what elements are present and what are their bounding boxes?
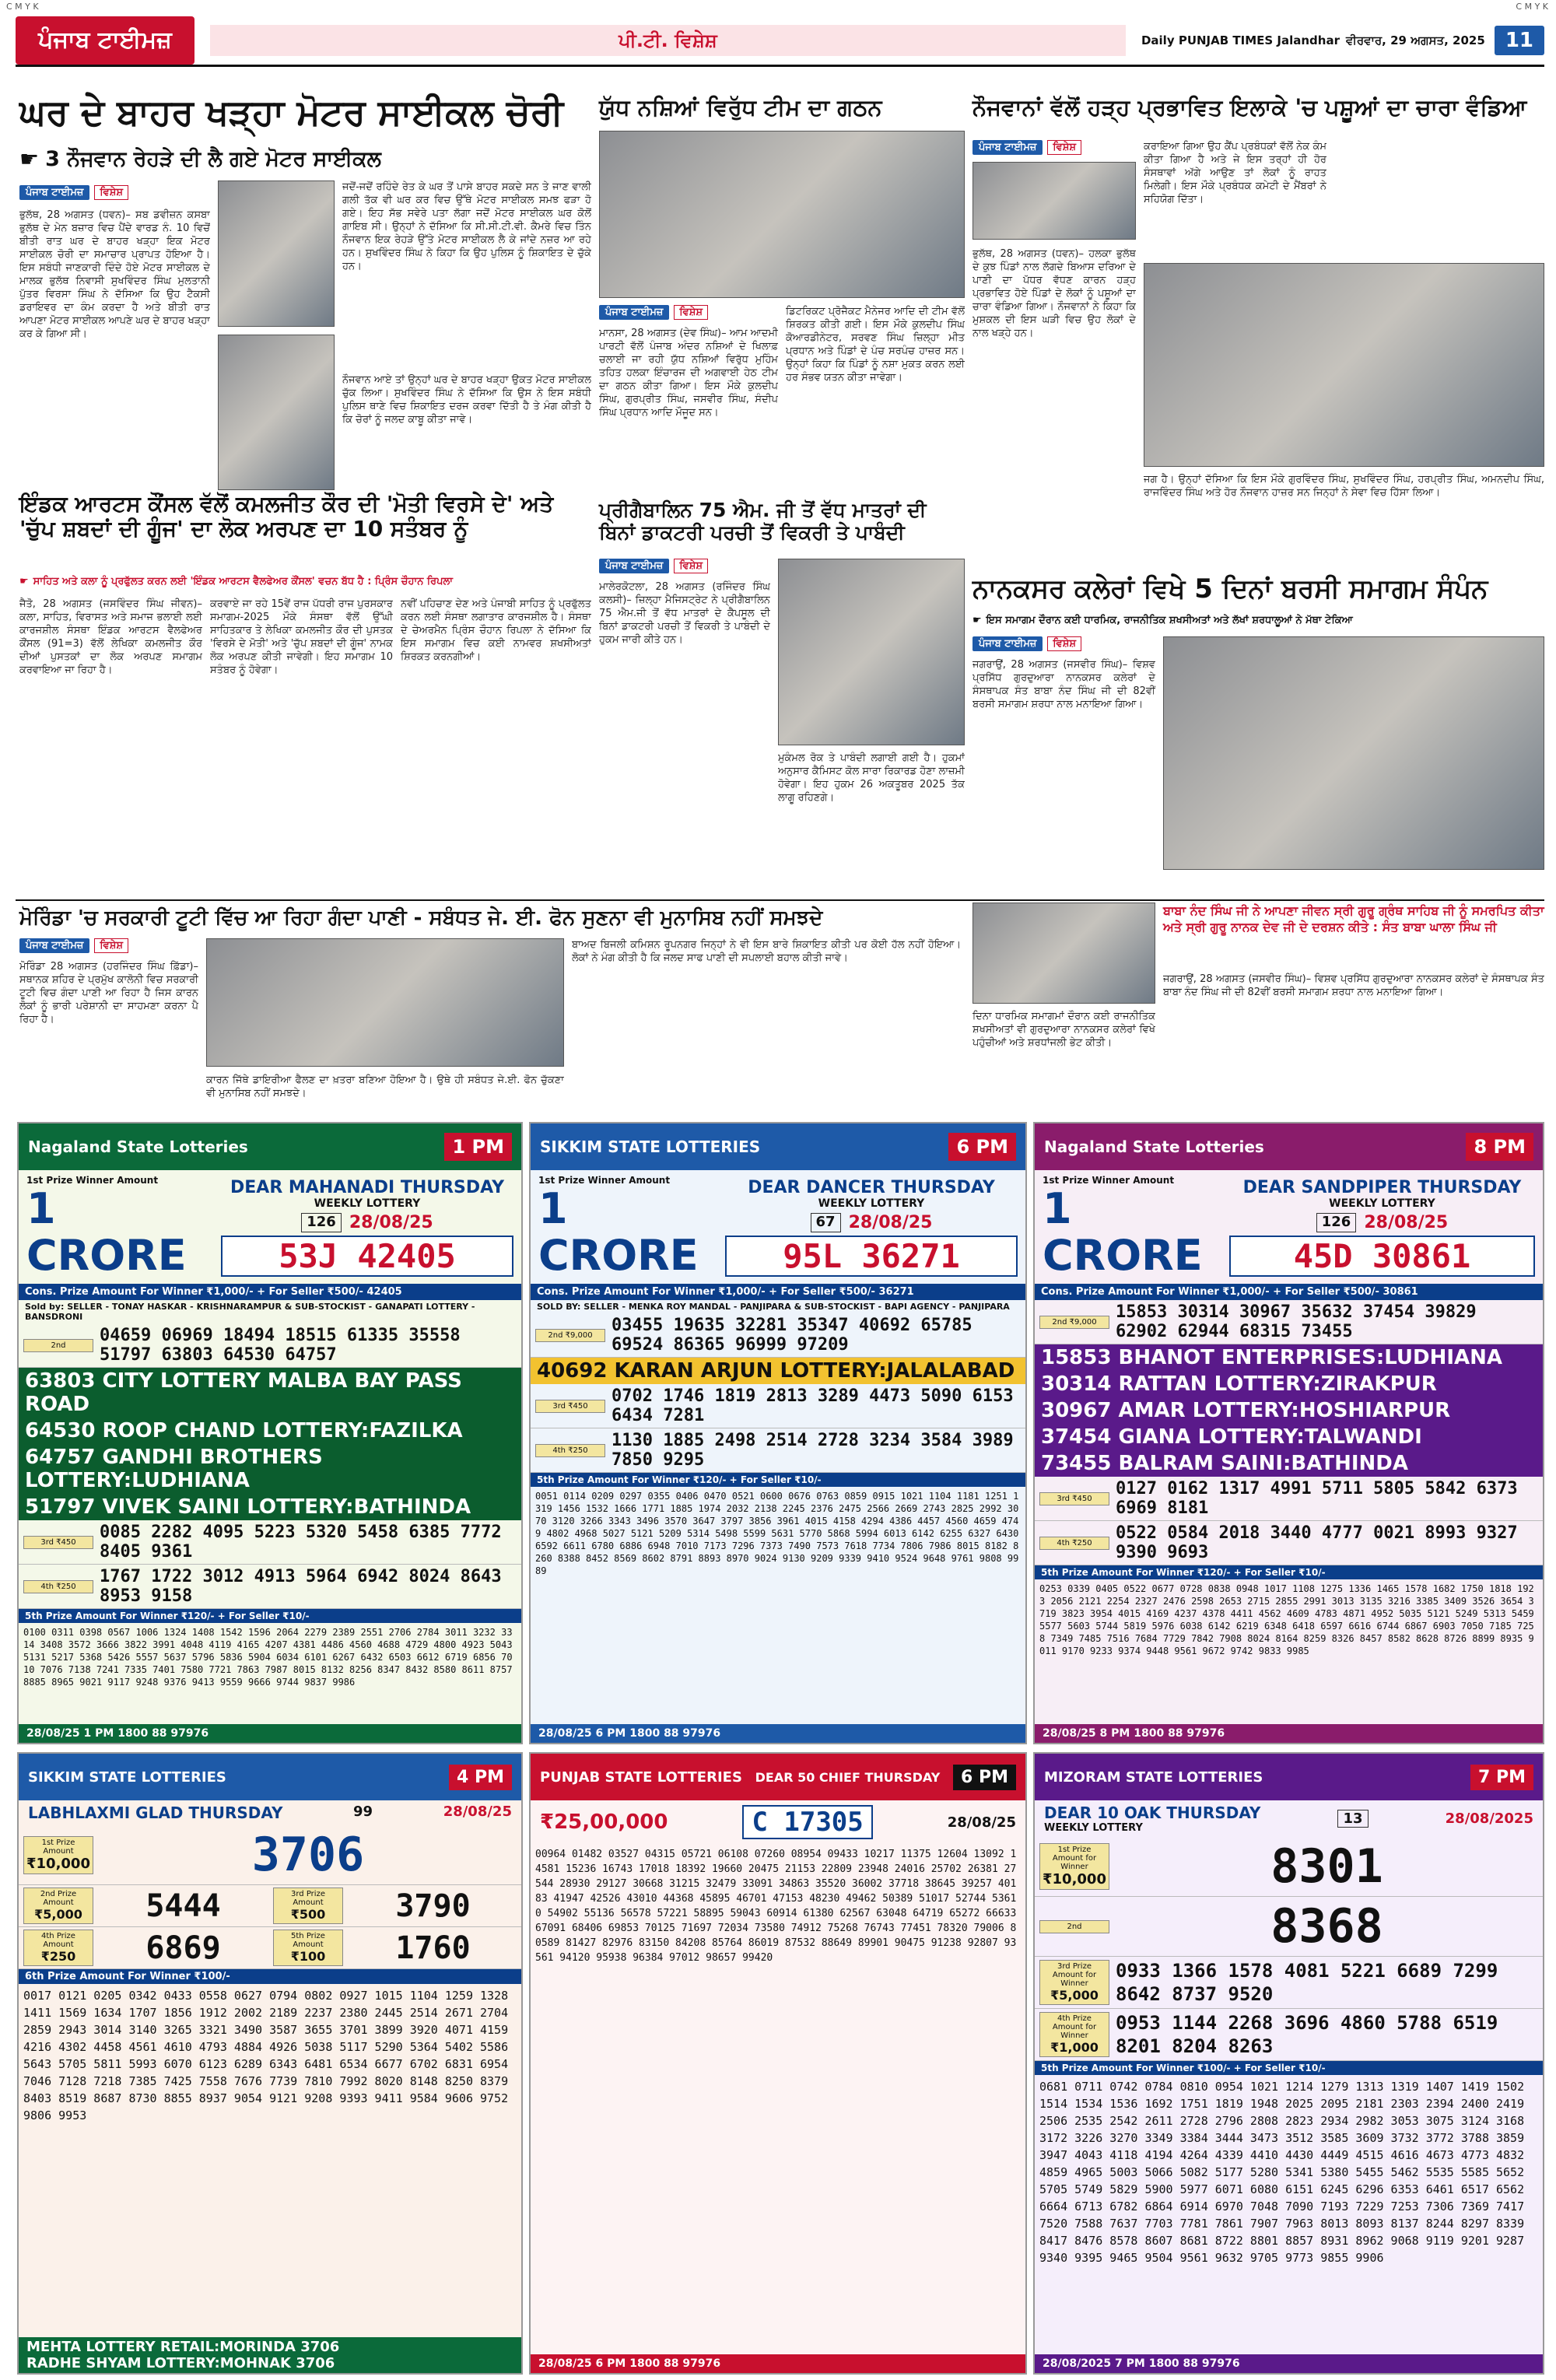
lottery-card-1pm: [17, 1122, 523, 1744]
special-chip: ਵਿਸ਼ੇਸ਼: [94, 185, 128, 200]
draw-date: 28/08/2025: [1445, 1810, 1533, 1827]
third-prize-numbers: 0127 0162 1317 4991 5711 5805 5842 6373 6969 8181: [1116, 1479, 1518, 1518]
prize-box-3rd: 3rd ₹450: [23, 1536, 93, 1549]
first-prize-number: 3706: [251, 1828, 365, 1882]
dealer-line: 37454 GIANA LOTTERY:TALWANDI: [1035, 1424, 1543, 1450]
a4-body-col3: ਜਗ ਹੈ। ਉਨ੍ਹਾਂ ਦੱਸਿਆ ਕਿ ਇਸ ਮੌਕੇ ਗੁਰਵਿੰਦਰ ਸਿੰਘ, ਸੁਖਵਿੰਦਰ ਸਿੰਘ, ਹਰਪ੍ਰੀਤ ਸਿੰਘ, ਅਮਨਦੀਪ ਸਿੰਘ, ਰਾਜਵਿੰਦਰ ਸਿੰਘ ਅਤੇ ਹੋਰ ਨੌਜਵਾਨ ਹਾਜ਼ਰ ਸਨ ਜਿਨ੍ਹਾਂ ਨੇ ਸੇਵਾ ਵਿਚ ਹਿੱਸਾ ਲਿਆ।: [1144, 474, 1544, 499]
fifth-prize-grid: 0681 0711 0742 0784 0810 0954 1021 1214 1279 1313 1319 1407 1419 1502 1514 1534 1536 1692 1751 1819 1948 2025 2095 2181 2303 2394 2400 2419 2506 2535 2542 2611 2728 2796 2808 2823 2934 2982 3053 3075 3124 3168 3172 3226 3270 3349 3384 3444 3473 3512 3585 3609 3732 3772 3788 3859 3947 4043 4118 4194 4264 4339 4410 4430 4449 4515 4616 4673 4773 4832 4859 4965 5003 5066 5082 5177 5280 5341 5380 5455 5462 5535 5585 5652 5705 5749 5829 5900 5977 6071 6080 6151 6245 6296 6353 6461 6517 6562 6664 6713 6782 6864 6914 6970 7048 7090 7193 7229 7253 7306 7369 7417 7520 7588 7637 7703 7781 7861 7907 7963 8013 8093 8137 8244 8297 8339 8417 8476 8578 8607 8681 8722 8801 8857 8931 8962 9068 9119 9201 9287 9340 9395 9465 9504 9561 9632 9705 9773 9855 9906: [1039, 2080, 1525, 2265]
lottery-header: [531, 1754, 1025, 1800]
pointing-hand-icon: ☛: [972, 615, 982, 626]
dealer-list: [1035, 1344, 1543, 1477]
logo-text: ਪੰਜਾਬ ਟਾਈਮਜ਼: [38, 26, 172, 54]
lottery-footer: 28/08/2025 7 PM 1800 88 97976: [1035, 2354, 1543, 2373]
first-prize-ticket: 45D 30861: [1229, 1236, 1535, 1277]
a1-kicker-text: 3 ਨੌਜਵਾਨ ਰੇਹੜੇ ਦੀ ਲੈ ਗਏ ਮੋਟਰ ਸਾਈਕਲ: [45, 146, 381, 171]
draw-date: 28/08/25: [349, 1212, 433, 1232]
a6-byline-chip: [972, 636, 1081, 651]
a4-body-col2: ਕਰਾਇਆ ਗਿਆ ਉਹ ਕੈਂਪ ਪ੍ਰਬੰਧਕਾਂ ਵੱਲੋਂ ਨੇਕ ਕੰਮ ਕੀਤਾ ਗਿਆ ਹੈ ਅਤੇ ਜੇ ਇਸ ਤਰ੍ਹਾਂ ਹੀ ਹੋਰ ਸੰਸਥਾਵਾਂ ਅੱਗੇ ਆਉਣ ਤਾਂ ਲੋਕਾਂ ਨੂੰ ਰਾਹਤ ਮਿਲੇਗੀ। ਇਸ ਮੌਕੇ ਪ੍ਰਬੰਧਕ ਕਮੇਟੀ ਦੇ ਮੈਂਬਰਾਂ ਨੇ ਸਹਿਯੋਗ ਦਿੱਤਾ।: [1144, 141, 1326, 205]
a2-body-col1: ਮਾਨਸਾ, 28 ਅਗਸਤ (ਦੇਵ ਸਿੰਘ)– ਆਮ ਆਦਮੀ ਪਾਰਟੀ ਵੱਲੋਂ ਪੰਜਾਬ ਅੰਦਰ ਨਸ਼ਿਆਂ ਦੇ ਖਿਲਾਫ਼ ਚਲਾਈ ਜਾ ਰਹੀ ਯੁੱਧ ਨਸ਼ਿਆਂ ਵਿਰੁੱਧ ਮੁਹਿੰਮ ਤਹਿਤ ਹਲਕਾ ਇੰਚਾਰਜ ਦੀ ਅਗਵਾਈ ਹੇਠ ਟੀਮ ਦਾ ਗਠਨ ਕੀਤਾ ਗਿਆ। ਇਸ ਮੌਕੇ ਕੁਲਦੀਪ ਸਿੰਘ, ਗੁਰਪ੍ਰੀਤ ਸਿੰਘ, ਜਸਵੀਰ ਸਿੰਘ, ਸੰਦੀਪ ਸਿੰਘ ਪ੍ਰਧਾਨ ਆਦਿ ਮੌਜੂਦ ਸਨ।: [599, 328, 778, 419]
prize-amount: ₹1,000: [1050, 2040, 1099, 2055]
prize-box-3rd: 3rd ₹450: [535, 1400, 605, 1413]
lottery-state: PUNJAB STATE LOTTERIES: [540, 1768, 742, 1786]
a5-body-col3: ਨਵੀਂ ਪਹਿਚਾਣ ਦੇਣ ਅਤੇ ਪੰਜਾਬੀ ਸਾਹਿਤ ਨੂੰ ਪ੍ਰਫੁੱਲਤ ਕਰਨ ਲਈ ਸੰਸਥਾ ਲਗਾਤਾਰ ਕਾਰਜਸ਼ੀਲ ਹੈ। ਸੰਸਥਾ ਦੇ ਚੇਅਰਮੈਨ ਪ੍ਰਿੰਸ ਚੌਹਾਨ ਰਿਪਲਾ ਨੇ ਦੱਸਿਆ ਕਿ ਇਸ ਸਮਾਗਮ ਵਿਚ ਕਈ ਨਾਮਵਰ ਸ਼ਖਸੀਅਤਾਂ ਸ਼ਿਰਕਤ ਕਰਨਗੀਆਂ।: [401, 598, 591, 663]
brand-chip: ਪੰਜਾਬ ਟਾਈਮਜ਼: [19, 185, 89, 200]
lottery-card-6pm: [529, 1122, 1027, 1744]
a1-photo-street: [218, 335, 335, 490]
a6-body-col2: ਦਿਨਾ ਧਾਰਮਿਕ ਸਮਾਗਮਾਂ ਦੌਰਾਨ ਕਈ ਰਾਜਨੀਤਿਕ ਸ਼ਖਸੀਅਤਾਂ ਵੀ ਗੁਰਦੁਆਰਾ ਨਾਨਕਸਰ ਕਲੇਰਾਂ ਵਿਖੇ ਪਹੁੰਚੀਆਂ ਅਤੇ ਸ਼ਰਧਾਂਜਲੀ ਭੇਟ ਕੀਤੀ।: [972, 1011, 1155, 1049]
lottery-header: [531, 1123, 1025, 1170]
a7-byline-chip: [19, 938, 128, 953]
prize-box-2nd: [23, 1888, 93, 1924]
lottery-header: [19, 1754, 521, 1800]
brand-chip: ਪੰਜਾਬ ਟਾਈਮਜ਼: [972, 140, 1043, 155]
lottery-name: DEAR MAHANADI THURSDAY: [230, 1177, 504, 1197]
fifth-prize-grid: 0051 0114 0209 0297 0355 0406 0470 0521 0600 0676 0763 0859 0915 1021 1104 1181 1251 1319 1456 1532 1666 1771 1885 1974 2032 2138 2245 2376 2475 2566 2669 2743 2825 2992 3070 3120 3266 3343 3496 3570 3647 3797 3856 3961 4015 4158 4294 4386 4457 4560 4659 4749 4802 4968 5027 5121 5209 5314 5498 5599 5631 5770 5868 5994 6013 6142 6255 6327 6430 6592 6611 6780 6886 6948 7010 7173 7296 7373 7490 7573 7618 7734 7806 7986 8015 8182 8260 8388 8452 8569 8602 8791 8893 8970 9024 9130 9209 9339 9410 9524 9648 9761 9808 9989: [535, 1491, 1019, 1576]
a4-byline-chip: [972, 140, 1081, 155]
a6-body-col1: ਜਗਰਾਉਂ, 28 ਅਗਸਤ (ਜਸਵੀਰ ਸਿੰਘ)– ਵਿਸ਼ਵ ਪ੍ਰਸਿੱਧ ਗੁਰਦੁਆਰਾ ਨਾਨਕਸਰ ਕਲੇਰਾਂ ਦੇ ਸੰਸਥਾਪਕ ਸੰਤ ਬਾਬਾ ਨੰਦ ਸਿੰਘ ਜੀ ਦੀ 82ਵੀਂ ਬਰਸੀ ਸਮਾਗਮ ਸ਼ਰਧਾ ਨਾਲ ਮਨਾਇਆ ਗਿਆ।: [972, 659, 1155, 710]
section-title: ਪੀ.ਟੀ. ਵਿਸ਼ੇਸ਼: [210, 25, 1126, 56]
a6-kicker-text: ਇਸ ਸਮਾਗਮ ਦੌਰਾਨ ਕਈ ਧਾਰਮਿਕ, ਰਾਜਨੀਤਿਕ ਸ਼ਖਸੀਅਤਾਂ ਅਤੇ ਲੱਖਾਂ ਸ਼ਰਧਾਲੂਆਂ ਨੇ ਮੱਥਾ ਟੇਕਿਆ: [986, 615, 1353, 626]
prize-label: 3rd Prize Amount: [291, 1890, 325, 1907]
first-prize-amount: 1 CRORE: [1043, 1184, 1203, 1280]
masthead: [16, 16, 1544, 67]
a1-headline: ਘਰ ਦੇ ਬਾਹਰ ਖੜ੍ਹਾ ਮੋਟਰ ਸਾਈਕਲ ਚੋਰੀ: [19, 91, 564, 133]
a6-photo-small: [972, 903, 1155, 1004]
dealer-line: 30314 RATTAN LOTTERY:ZIRAKPUR: [1035, 1371, 1543, 1397]
first-prize-number: C 17305: [742, 1805, 872, 1839]
prize-box-4th: [23, 1930, 93, 1966]
fourth-prize-numbers: 1767 1722 3012 4913 5964 6942 8024 8643 8953 9158: [100, 1567, 502, 1606]
prize-box-2nd: 2nd ₹9,000: [535, 1329, 605, 1342]
second-prize-numbers: 15853 30314 30967 35632 37454 39829 62902 62944 68315 73455: [1116, 1302, 1477, 1341]
lottery-name: DEAR DANCER THURSDAY: [748, 1177, 995, 1197]
second-prize-numbers: 03455 19635 32281 35347 40692 65785 69524 86365 96999 97209: [612, 1316, 972, 1355]
dealer-line: 73455 BALRAM SAINI:BATHINDA: [1035, 1450, 1543, 1477]
prize-box-2nd: 2nd: [1039, 1920, 1109, 1933]
fifth-prize-grid: 0100 0311 0398 0567 1006 1324 1408 1542 1596 2064 2279 2389 2551 2706 2784 3011 3232 3314 3408 3572 3666 3822 3991 4048 4119 4165 4207 4381 4486 4560 4688 4729 4800 4923 5043 5131 5217 5368 5426 5557 5637 5796 5836 5904 6034 6101 6267 6432 6503 6612 6719 6856 7010 7076 7138 7241 7335 7401 7580 7721 7863 7987 8015 8132 8256 8347 8432 8580 8611 8757 8885 8965 9021 9117 9248 9376 9413 9559 9666 9744 9837 9986: [23, 1627, 513, 1688]
prize-amount: ₹10,000: [1043, 1871, 1106, 1888]
first-prize-label: 1st Prize Winner Amount: [538, 1175, 671, 1186]
lottery-card-punjab-6pm: [529, 1752, 1027, 2375]
dealer-line: 40692 KARAN ARJUN LOTTERY:JALALABAD: [531, 1358, 1025, 1384]
cons-prize: Cons. Prize Amount For Winner ₹1,000/- + For Seller ₹500/- 42405: [19, 1284, 521, 1300]
draw-date: 28/08/25: [1364, 1212, 1449, 1232]
prize-amount: ₹5,000: [1050, 1988, 1099, 2003]
prize-label: 1st Prize Amount for Winner: [1052, 1845, 1097, 1871]
brand-chip: ਪੰਜਾਬ ਟਾਈਮਜ਼: [599, 305, 669, 320]
a3-headline: ਪ੍ਰੀਗੈਬਾਲਿਨ 75 ਐਮ. ਜੀ ਤੋਂ ਵੱਧ ਮਾਤਰਾਂ ਦੀ ਬਿਨਾਂ ਡਾਕਟਰੀ ਪਰਚੀ ਤੋਂ ਵਿਕਰੀ ਤੇ ਪਾਬੰਦੀ: [599, 499, 927, 544]
first-prize-ticket: 53J 42405: [221, 1236, 513, 1277]
lottery-name: DEAR 50 CHIEF THURSDAY: [755, 1769, 941, 1785]
fifth-prize-label: 5th Prize Amount For Winner ₹120/- + For Seller ₹10/-: [1035, 1565, 1543, 1579]
fifth-prize-label: 5th Prize Amount For Winner ₹120/- + For Seller ₹10/-: [19, 1609, 521, 1623]
dealer-list: [19, 1368, 521, 1520]
first-prize-ticket: 95L 36271: [725, 1236, 1018, 1277]
lottery-name: DEAR SANDPIPER THURSDAY: [1242, 1177, 1522, 1197]
first-prize-label: 1st Prize Winner Amount: [1043, 1175, 1175, 1186]
fifth-prize-number: 1760: [395, 1930, 471, 1966]
prize-amount: ₹10,000: [26, 1855, 90, 1872]
prize-box-3rd: [273, 1888, 343, 1924]
lottery-card-4pm: [17, 1752, 523, 2375]
draw-no: 99: [353, 1803, 373, 1820]
draw-no: 126: [301, 1213, 342, 1232]
dealer-line: MEHTA LOTTERY RETAIL:MORINDA 3706: [26, 2339, 340, 2355]
a5-headline: ਇੰਡਕ ਆਰਟਸ ਕੌਂਸਲ ਵੱਲੋਂ ਕਮਲਜੀਤ ਕੌਰ ਦੀ 'ਮੋਤੀ ਵਿਰਸੇ ਦੇ' ਅਤੇ 'ਚੁੱਪ ਸ਼ਬਦਾਂ ਦੀ ਗੂੰਜ' ਦਾ ਲੋਕ ਅਰਪਣ ਦਾ 10 ਸਤੰਬਰ ਨੂੰ: [19, 491, 554, 542]
fifth-prize-grid: 0253 0339 0405 0522 0677 0728 0838 0948 1017 1108 1275 1336 1465 1578 1682 1750 1818 1923 2056 2121 2254 2327 2476 2598 2653 2715 2855 2991 3013 3135 3216 3385 3409 3526 3654 3719 3823 3954 4015 4169 4237 4378 4411 4562 4609 4783 4871 4952 5035 5121 5249 5313 5459 5577 5603 5744 5819 5976 6038 6142 6219 6348 6418 6597 6616 6744 6867 6903 7050 7185 7258 7349 7485 7516 7684 7729 7842 7908 8024 8164 8259 8326 8457 8582 8628 8726 8899 8935 9011 9170 9233 9374 9448 9561 9672 9742 9833 9985: [1039, 1583, 1534, 1656]
masthead-logo: [16, 16, 194, 65]
a2-body-col2: ਡਿਟਰਿਕਟ ਪ੍ਰੋਜੈਕਟ ਮੈਨੇਜਰ ਆਦਿ ਦੀ ਟੀਮ ਵੱਲੋਂ ਸ਼ਿਰਕਤ ਕੀਤੀ ਗਈ। ਇਸ ਮੌਕੇ ਕੁਲਦੀਪ ਸਿੰਘ ਕੋਆਰਡੀਨੇਟਰ, ਸਰਵਣ ਸਿੰਘ ਜ਼ਿਲ੍ਹਾ ਮੀਤ ਪ੍ਰਧਾਨ ਅਤੇ ਪਿੰਡਾਂ ਦੇ ਪੰਚ ਸਰਪੰਚ ਹਾਜ਼ਰ ਸਨ। ਉਨ੍ਹਾਂ ਕਿਹਾ ਕਿ ਪਿੰਡਾਂ ਨੂੰ ਨਸ਼ਾ ਮੁਕਤ ਕਰਨ ਲਈ ਹਰ ਸੰਭਵ ਯਤਨ ਕੀਤਾ ਜਾਵੇਗਾ।: [786, 306, 965, 384]
seller-line: Sold by: SELLER - TONAY HASKAR - KRISHNARAMPUR & SUB-STOCKIST - GANAPATI LOTTERY - BANSDRONI: [25, 1302, 475, 1322]
draw-date: 28/08/25: [848, 1212, 933, 1232]
draw-no: 67: [811, 1213, 841, 1232]
special-chip: ਵਿਸ਼ੇਸ਼: [674, 559, 708, 573]
prize-box-4th: 4th ₹250: [535, 1444, 605, 1457]
paper-name: Daily PUNJAB TIMES Jalandhar: [1141, 33, 1340, 47]
lottery-header: [1035, 1123, 1543, 1170]
prize-label: 5th Prize Amount: [291, 1932, 325, 1949]
brand-chip: ਪੰਜਾਬ ਟਾਈਮਜ਼: [599, 559, 669, 573]
special-chip: ਵਿਸ਼ੇਸ਼: [674, 305, 708, 320]
cmyk-right: C M Y K: [1516, 2, 1548, 12]
a4-photo-left: [972, 162, 1136, 240]
first-prize-amount: 1 CRORE: [538, 1184, 699, 1280]
a4-body-col1: ਭੁਲੱਥ, 28 ਅਗਸਤ (ਧਵਨ)– ਹਲਕਾ ਭੁਲੱਥ ਦੇ ਕੁਝ ਪਿੰਡਾਂ ਨਾਲ ਲੱਗਦੇ ਬਿਆਸ ਦਰਿਆ ਦੇ ਪਾਣੀ ਦਾ ਪੱਧਰ ਵੱਧਣ ਕਾਰਨ ਹੜ੍ਹ ਪ੍ਰਭਾਵਿਤ ਹੋਏ ਪਿੰਡਾਂ ਦੇ ਲੋਕਾਂ ਨੂੰ ਪਸ਼ੂਆਂ ਦਾ ਚਾਰਾ ਵੰਡਿਆ ਗਿਆ। ਨੌਜਵਾਨਾਂ ਨੇ ਕਿਹਾ ਕਿ ਮੁਸ਼ਕਲ ਦੀ ਇਸ ਘੜੀ ਵਿਚ ਉਹ ਲੋਕਾਂ ਦੇ ਨਾਲ ਖੜ੍ਹੇ ਹਨ।: [972, 248, 1136, 339]
lottery-time: 4 PM: [449, 1765, 512, 1790]
draw-no: 13: [1337, 1810, 1368, 1828]
lottery-footer: 28/08/25 1 PM 1800 88 97976: [19, 1724, 521, 1743]
pointing-hand-icon: ☛: [19, 576, 29, 587]
prize-label: 1st Prize Amount: [41, 1838, 75, 1856]
prize-label: 4th Prize Amount for Winner: [1052, 2014, 1097, 2040]
fourth-prize-numbers: 1130 1885 2498 2514 2728 3234 3584 3989 7850 9295: [612, 1431, 1014, 1470]
dealer-line: 64757 GANDHI BROTHERS LOTTERY:LUDHIANA: [19, 1444, 521, 1494]
a6-photo-ceremony: [1163, 636, 1544, 870]
cmyk-left: C M Y K: [6, 2, 39, 12]
divider: [16, 899, 1544, 901]
prize-box-1st: [23, 1836, 93, 1874]
draw-no: 126: [1316, 1213, 1357, 1232]
lottery-name: DEAR 10 OAK THURSDAY: [1044, 1803, 1261, 1822]
lottery-sub: WEEKLY LOTTERY: [1329, 1197, 1435, 1210]
first-prize-number: 8301: [1270, 1839, 1383, 1894]
a4-headline: ਨੌਜਵਾਨਾਂ ਵੱਲੋਂ ਹੜ੍ਹ ਪ੍ਰਭਾਵਿਤ ਇਲਾਕੇ 'ਚ ਪਸ਼ੂਆਂ ਦਾ ਚਾਰਾ ਵੰਡਿਆ: [972, 94, 1527, 121]
draw-date: 28/08/25: [947, 1814, 1016, 1831]
prize-amount: ₹100: [290, 1949, 326, 1964]
lottery-header: [19, 1123, 521, 1170]
second-prize-numbers: 04659 06969 18494 18515 61335 35558 51797 63803 64530 64757: [100, 1326, 461, 1365]
a5-kicker: [19, 576, 591, 587]
a3-body-col2: ਮੁਕੰਮਲ ਰੋਕ ਤੇ ਪਾਬੰਦੀ ਲਗਾਈ ਗਈ ਹੈ। ਹੁਕਮਾਂ ਅਨੁਸਾਰ ਕੈਮਿਸਟ ਕੋਲ ਸਾਰਾ ਰਿਕਾਰਡ ਹੋਣਾ ਲਾਜ਼ਮੀ ਹੋਵੇਗਾ। ਇਹ ਹੁਕਮ 26 ਅਕਤੂਬਰ 2025 ਤੱਕ ਲਾਗੂ ਰਹਿਣਗੇ।: [778, 752, 965, 804]
sixth-prize-grid: 0017 0121 0205 0342 0433 0558 0627 0794 0802 0927 1015 1104 1259 1328 1411 1569 1634 1707 1856 1912 2002 2189 2237 2380 2445 2514 2671 2704 2859 2943 3014 3140 3265 3321 3490 3587 3655 3701 3899 3920 4071 4159 4216 4302 4458 4561 4610 4793 4884 4926 5038 5117 5290 5364 5402 5586 5643 5705 5811 5993 6070 6123 6289 6343 6481 6534 6677 6702 6831 6954 7046 7128 7218 7385 7425 7558 7676 7739 7810 7992 8020 8148 8250 8379 8403 8519 8687 8730 8855 8937 9054 9121 9208 9393 9411 9584 9606 9752 9806 9953: [23, 1989, 509, 2122]
lottery-state: Nagaland State Lotteries: [1044, 1137, 1264, 1156]
dealer-line: 51797 VIVEK SAINI LOTTERY:BATHINDA: [19, 1494, 521, 1520]
a2-headline: ਯੁੱਧ ਨਸ਼ਿਆਂ ਵਿਰੁੱਧ ਟੀਮ ਦਾ ਗਠਨ: [599, 94, 882, 121]
prize-box-3rd: [1039, 1960, 1109, 2005]
special-chip: ਵਿਸ਼ੇਸ਼: [94, 938, 128, 953]
fourth-prize-numbers: 0953 1144 2268 3696 4860 5788 6519 8201 8204 8263: [1116, 2012, 1498, 2057]
a7-headline: ਮੋਰਿੰਡਾ 'ਚ ਸਰਕਾਰੀ ਟੂਟੀ ਵਿੱਚ ਆ ਰਿਹਾ ਗੰਦਾ ਪਾਣੀ - ਸਬੰਧਤ ਜੇ. ਈ. ਫੋਨ ਸੁਣਨਾ ਵੀ ਮੁਨਾਸਿਬ ਨਹੀਂ ਸਮਝਦੇ: [19, 906, 823, 930]
prize-label: 4th Prize Amount: [41, 1932, 75, 1949]
third-prize-number: 3790: [395, 1888, 471, 1924]
third-prize-numbers: 0933 1366 1578 4081 5221 6689 7299 8642 8737 9520: [1116, 1960, 1498, 2005]
lottery-time: 1 PM: [444, 1133, 512, 1161]
a1-body-col3: ਨੌਜਵਾਨ ਆਏ ਤਾਂ ਉਨ੍ਹਾਂ ਘਰ ਦੇ ਬਾਹਰ ਖੜ੍ਹਾ ਉਕਤ ਮੋਟਰ ਸਾਈਕਲ ਚੁੱਕ ਲਿਆ। ਸੁਖਵਿੰਦਰ ਸਿੰਘ ਨੇ ਦੱਸਿਆ ਕਿ ਉਸ ਨੇ ਇਸ ਸਬੰਧੀ ਪੁਲਿਸ ਥਾਣੇ ਵਿਚ ਸ਼ਿਕਾਇਤ ਦਰਜ ਕਰਵਾ ਦਿੱਤੀ ਹੈ ਤੇ ਮੰਗ ਕੀਤੀ ਹੈ ਕਿ ਚੋਰਾਂ ਨੂੰ ਜਲਦ ਕਾਬੂ ਕੀਤਾ ਜਾਵੇ।: [342, 374, 591, 426]
a7-photo-group: [206, 938, 564, 1067]
page-number: 11: [1495, 26, 1544, 55]
fifth-prize-label: 5th Prize Amount For Winner ₹120/- + For Seller ₹10/-: [531, 1473, 1025, 1487]
first-prize-amount: ₹25,00,000: [540, 1810, 668, 1834]
a6-body-col3: ਜਗਰਾਉਂ, 28 ਅਗਸਤ (ਜਸਵੀਰ ਸਿੰਘ)– ਵਿਸ਼ਵ ਪ੍ਰਸਿੱਧ ਗੁਰਦੁਆਰਾ ਨਾਨਕਸਰ ਕਲੇਰਾਂ ਦੇ ਸੰਸਥਾਪਕ ਸੰਤ ਬਾਬਾ ਨੰਦ ਸਿੰਘ ਜੀ ਦੀ 82ਵੀਂ ਬਰਸੀ ਸਮਾਗਮ ਸ਼ਰਧਾ ਨਾਲ ਮਨਾਇਆ ਗਿਆ।: [1163, 973, 1544, 998]
lottery-card-8pm: [1033, 1122, 1544, 1744]
a2-byline-chip: [599, 305, 708, 320]
lottery-time: 6 PM: [948, 1133, 1016, 1161]
prize-box-4th: 4th ₹250: [1039, 1537, 1109, 1550]
a3-photo-official: [778, 559, 965, 745]
special-chip: ਵਿਸ਼ੇਸ਼: [1047, 140, 1081, 155]
a1-body-col1: ਭੁਲੱਥ, 28 ਅਗਸਤ (ਧਵਨ)– ਸਬ ਡਵੀਜ਼ਨ ਕਸਬਾ ਭੁਲੱਥ ਦੇ ਮੇਨ ਬਜ਼ਾਰ ਵਿਚ ਪੈਂਦੇ ਵਾਰਡ ਨੰ. 10 ਵਿਚੋਂ ਬੀਤੀ ਰਾਤ ਘਰ ਦੇ ਬਾਹਰ ਖੜ੍ਹਾ ਇਕ ਮੋਟਰ ਸਾਈਕਲ ਚੋਰੀ ਦਾ ਸਮਾਚਾਰ ਪ੍ਰਾਪਤ ਹੋਇਆ ਹੈ। ਇਸ ਸਬੰਧੀ ਜਾਣਕਾਰੀ ਦਿੰਦੇ ਹੋਏ ਮੋਟਰ ਸਾਈਕਲ ਦੇ ਮਾਲਕ ਭੁਲੱਥ ਨਿਵਾਸੀ ਸੁਖਵਿੰਦਰ ਸਿੰਘ ਮੁਲਤਾਨੀ ਪੁੱਤਰ ਵਿਰਸਾ ਸਿੰਘ ਨੇ ਦੱਸਿਆ ਕਿ ਉਹ ਟੈਕਸੀ ਡਰਾਇਵਰ ਦਾ ਕੰਮ ਕਰਦਾ ਹੈ ਅਤੇ ਬੀਤੀ ਰਾਤ ਆਪਣਾ ਮੋਟਰ ਸਾਈਕਲ ਆਪਣੇ ਘਰ ਦੇ ਬਾਹਰ ਖੜ੍ਹਾ ਕਰ ਕੇ ਗਿਆ ਸੀ।: [19, 209, 210, 340]
dealer-line: 30967 AMAR LOTTERY:HOSHIARPUR: [1035, 1397, 1543, 1424]
a1-body-col2: ਜਦੋਂ-ਜਦੋਂ ਰਹਿੰਦੇ ਰੇਤ ਕੇ ਘਰ ਤੋਂ ਪਾਸੇ ਬਾਹਰ ਸਕਦੇ ਸਨ ਤੇ ਜਾਣ ਵਾਲੀ ਗਲੀ ਤੱਕ ਵੀ ਘਰ ਕਰ ਵਿਚ ਉੱਥੇ ਮੋਟਰ ਸਾਈਕਲ ਸਮਝ ਫੜਾ ਹੋ ਗਏ। ਇਹ ਸੱਭ ਸਵੇਰੇ ਪਤਾ ਲੱਗਾ ਜਦੋਂ ਮੋਟਰ ਸਾਈਕਲ ਘਰ ਕੋਲੋਂ ਗਾਇਬ ਸੀ। ਉਨ੍ਹਾਂ ਨੇ ਦੱਸਿਆ ਕਿ ਸੀ.ਸੀ.ਟੀ.ਵੀ. ਕੈਮਰੇ ਵਿਚ ਤਿੰਨ ਨੌਜਵਾਨ ਇਕ ਰੇਹੜੇ ਉੱਤੇ ਮੋਟਰ ਸਾਈਕਲ ਲੈ ਕੇ ਜਾਂਦੇ ਨਜ਼ਰ ਆ ਰਹੇ ਹਨ। ਸੁਖਵਿੰਦਰ ਸਿੰਘ ਨੇ ਕਿਹਾ ਕਿ ਉਹ ਪੁਲਿਸ ਨੂੰ ਸ਼ਿਕਾਇਤ ਦੇ ਚੁੱਕੇ ਹਨ।: [342, 181, 591, 272]
prize-amount: ₹500: [290, 1907, 326, 1922]
first-prize-amount: 1 CRORE: [26, 1184, 187, 1280]
a3-body-col1: ਮਾਲੇਰਕੋਟਲਾ, 28 ਅਗਸਤ (ਰਜਿੰਦਰ ਸਿੰਘ ਕਲਸੀ)– ਜ਼ਿਲ੍ਹਾ ਮੈਜਿਸਟ੍ਰੇਟ ਨੇ ਪ੍ਰੀਗੈਬਾਲਿਨ 75 ਐਮ.ਜੀ ਤੋਂ ਵੱਧ ਮਾਤਰਾਂ ਦੇ ਕੈਪਸੂਲ ਦੀ ਬਿਨਾਂ ਡਾਕਟਰੀ ਪਰਚੀ ਤੋਂ ਵਿਕਰੀ ਤੇ ਪਾਬੰਦੀ ਦੇ ਹੁਕਮ ਜਾਰੀ ਕੀਤੇ ਹਨ।: [599, 581, 770, 646]
lottery-footer: 28/08/25 6 PM 1800 88 97976: [531, 2354, 1025, 2373]
a4-photo-group: [1144, 263, 1544, 467]
dealer-line: 63803 CITY LOTTERY MALBA BAY PASS ROAD: [19, 1368, 521, 1418]
prize-label: 2nd Prize Amount: [40, 1890, 77, 1907]
second-prize-number: 5444: [145, 1888, 221, 1924]
draw-date: 28/08/25: [443, 1803, 512, 1820]
a5-kicker-text: ਸਾਹਿਤ ਅਤੇ ਕਲਾ ਨੂੰ ਪ੍ਰਫੁੱਲਤ ਕਰਨ ਲਈ 'ਇੰਡਕ ਆਰਟਸ ਵੈਲਫੇਅਰ ਕੌਂਸਲ' ਵਚਨ ਬੱਧ ਹੈ : ਪ੍ਰਿੰਸ ਚੌਹਾਨ ਰਿਪਲਾ: [33, 576, 453, 587]
lottery-sub: WEEKLY LOTTERY: [818, 1197, 925, 1210]
fourth-prize-number: 6869: [145, 1930, 221, 1966]
lottery-state: SIKKIM STATE LOTTERIES: [28, 1768, 226, 1786]
fifth-prize-label: 5th Prize Amount For Winner ₹100/- + For Seller ₹10/-: [1035, 2061, 1543, 2075]
a1-byline-chip: [19, 185, 128, 200]
pointing-hand-icon: ☛: [19, 146, 40, 172]
prize-box-4th: 4th ₹250: [23, 1580, 93, 1593]
a6-kicker: [972, 615, 1544, 626]
lottery-state: Nagaland State Lotteries: [28, 1137, 248, 1156]
prize-label: 3rd Prize Amount for Winner: [1052, 1962, 1097, 1988]
dealer-line: 64530 ROOP CHAND LOTTERY:FAZILKA: [19, 1418, 521, 1444]
prize-box-3rd: 3rd ₹450: [1039, 1492, 1109, 1505]
first-prize-label: 1st Prize Winner Amount: [26, 1175, 159, 1186]
lottery-time: 8 PM: [1466, 1133, 1533, 1161]
issue-date: ਵੀਰਵਾਰ, 29 ਅਗਸਤ, 2025: [1346, 33, 1485, 47]
a2-photo-group: [599, 131, 965, 298]
prize-amount: ₹5,000: [34, 1907, 82, 1922]
lottery-header: [1035, 1754, 1543, 1800]
prize-box-1st: [1039, 1843, 1109, 1890]
prize-amount: ₹250: [40, 1949, 76, 1964]
brand-chip: ਪੰਜਾਬ ਟਾਈਮਜ਼: [972, 636, 1043, 651]
lottery-footer: 28/08/25 8 PM 1800 88 97976: [1035, 1724, 1543, 1743]
lottery-name: LABHLAXMI GLAD THURSDAY: [28, 1803, 283, 1822]
lottery-sub: WEEKLY LOTTERY: [1044, 1822, 1143, 1834]
lottery-time: 7 PM: [1470, 1765, 1533, 1790]
dealer-line: 15853 BHANOT ENTERPRISES:LUDHIANA: [1035, 1344, 1543, 1371]
brand-chip: ਪੰਜਾਬ ਟਾਈਮਜ਼: [19, 938, 89, 953]
lottery-time: 6 PM: [953, 1765, 1016, 1790]
lottery-state: SIKKIM STATE LOTTERIES: [540, 1137, 761, 1156]
cons-prize: Cons. Prize Amount For Winner ₹1,000/- + For Seller ₹500/- 30861: [1035, 1284, 1543, 1300]
lottery-card-7pm: [1033, 1752, 1544, 2375]
special-chip: ਵਿਸ਼ੇਸ਼: [1047, 636, 1081, 651]
a6-quote: ਬਾਬਾ ਨੰਦ ਸਿੰਘ ਜੀ ਨੇ ਆਪਣਾ ਜੀਵਨ ਸ੍ਰੀ ਗੁਰੂ ਗ੍ਰੰਥ ਸਾਹਿਬ ਜੀ ਨੂੰ ਸਮਰਪਿਤ ਕੀਤਾ ਅਤੇ ਸ੍ਰੀ ਗੁਰੂ ਨਾਨਕ ਦੇਵ ਜੀ ਦੇ ਦਰਸ਼ਨ ਕੀਤੇ : ਸੰਤ ਬਾਬਾ ਘਾਲਾ ਸਿੰਘ ਜੀ: [1163, 903, 1544, 934]
prize-box-5th: [273, 1930, 343, 1966]
lottery-sub: WEEKLY LOTTERY: [314, 1197, 421, 1210]
a6-headline: ਨਾਨਕਸਰ ਕਲੇਰਾਂ ਵਿਖੇ 5 ਦਿਨਾਂ ਬਰਸੀ ਸਮਾਗਮ ਸੰਪੰਨ: [972, 573, 1488, 605]
a3-byline-chip: [599, 559, 708, 573]
prize-box-4th: [1039, 2012, 1109, 2057]
dealer-line: RADHE SHYAM LOTTERY:MOHNAK 3706: [26, 2355, 335, 2371]
a7-body-col1: ਮੋਰਿੰਡਾ 28 ਅਗਸਤ (ਹਰਜਿੰਦਰ ਸਿੰਘ ਫ਼ਿੱਡਾ)– ਸਥਾਨਕ ਸ਼ਹਿਰ ਦੇ ਪ੍ਰਮੁੱਖ ਕਾਲੋਨੀ ਵਿਚ ਸਰਕਾਰੀ ਟੂਟੀ ਵਿਚ ਗੰਦਾ ਪਾਣੀ ਆ ਰਿਹਾ ਹੈ ਜਿਸ ਕਾਰਨ ਲੋਕਾਂ ਨੂੰ ਭਾਰੀ ਪਰੇਸ਼ਾਨੀ ਦਾ ਸਾਹਮਣਾ ਕਰਨਾ ਪੈ ਰਿਹਾ ਹੈ।: [19, 961, 198, 1025]
a1-photo-man: [218, 181, 335, 327]
lottery-state: MIZORAM STATE LOTTERIES: [1044, 1768, 1263, 1786]
a1-kicker: [19, 146, 591, 172]
seller-line: SOLD BY: SELLER - MENKA ROY MANDAL - PANJIPARA & SUB-STOCKIST - BAPI AGENCY - PANJIPARA: [537, 1302, 1010, 1312]
fourth-prize-numbers: 0522 0584 2018 3440 4777 0021 8993 9327 9390 9693: [1116, 1523, 1518, 1562]
lottery-footer: 28/08/25 6 PM 1800 88 97976: [531, 1724, 1025, 1743]
third-prize-numbers: 0085 2282 4095 5223 5320 5458 6385 7772 8405 9361: [100, 1523, 502, 1562]
a5-body-col1: ਜੈਤੋ, 28 ਅਗਸਤ (ਜਸਵਿੰਦਰ ਸਿੰਘ ਜੀਵਨ)– ਕਲਾ, ਸਾਹਿਤ, ਵਿਰਾਸਤ ਅਤੇ ਸਮਾਜ ਭਲਾਈ ਲਈ ਕਾਰਜਸ਼ੀਲ ਸੰਸਥਾ ਇੰਡਕ ਆਰਟਸ ਵੈਲਫੇਅਰ ਕੌਂਸਲ (91=3) ਵੱਲੋਂ ਲੇਖਿਕਾ ਕਮਲਜੀਤ ਕੌਰ ਦੀਆਂ ਪੁਸਤਕਾਂ ਦਾ ਲੋਕ ਅਰਪਣ ਸਮਾਗਮ ਕਰਵਾਇਆ ਜਾ ਰਿਹਾ ਹੈ।: [19, 598, 202, 676]
prize-box-2nd: 2nd ₹9,000: [1039, 1316, 1109, 1329]
cons-prize: Cons. Prize Amount For Winner ₹1,000/- + For Seller ₹500/- 36271: [531, 1284, 1025, 1300]
sixth-prize-label: 6th Prize Amount For Winner ₹100/-: [19, 1969, 521, 1984]
second-prize-number: 8368: [1270, 1899, 1383, 1954]
prize-grid: 00964 01482 03527 04315 05721 06108 07260 08954 09433 10217 11375 12604 13092 14581 15236 16743 17018 18392 19660 20475 21153 22809 23948 24016 25702 26381 27544 28930 29127 30668 31215 32479 33091 34863 35520 36002 37718 38645 39257 40183 41947 42526 43010 44368 45895 46701 47153 48230 49462 50389 51017 52744 53610 54902 55136 56578 57221 58895 59043 60914 61380 62567 63048 64719 65272 66633 67091 68406 69853 70125 71697 72034 73580 74912 75268 76743 77451 78320 79006 80589 81427 82976 83150 84208 85764 86019 87532 88649 89901 90475 91238 92807 93561 94120 95938 96384 97012 98657 99420: [535, 1849, 1017, 1964]
lottery-footer: [19, 2337, 521, 2373]
a7-body-col2: ਕਾਰਨ ਜਿੱਥੇ ਡਾਇਰੀਆ ਫੈਲਣ ਦਾ ਖ਼ਤਰਾ ਬਣਿਆ ਹੋਇਆ ਹੈ। ਉਥੇ ਹੀ ਸਬੰਧਤ ਜੇ.ਈ. ਫੋਨ ਚੁੱਕਣਾ ਵੀ ਮੁਨਾਸਿਬ ਨਹੀਂ ਸਮਝਦੇ।: [206, 1074, 564, 1099]
dealer-list: [531, 1358, 1025, 1384]
third-prize-numbers: 0702 1746 1819 2813 3289 4473 5090 6153 6434 7281: [612, 1386, 1014, 1425]
a7-body-col3: ਬਾਅਦ ਬਿਜਲੀ ਕਮਿਸ਼ਨ ਰੂਪਨਗਰ ਜਿਨ੍ਹਾਂ ਨੇ ਵੀ ਇਸ ਬਾਰੇ ਸ਼ਿਕਾਇਤ ਕੀਤੀ ਪਰ ਕੋਈ ਹੱਲ ਨਹੀਂ ਹੋਇਆ। ਲੋਕਾਂ ਨੇ ਮੰਗ ਕੀਤੀ ਹੈ ਕਿ ਜਲਦ ਸਾਫ ਪਾਣੀ ਦੀ ਸਪਲਾਈ ਬਹਾਲ ਕੀਤੀ ਜਾਵੇ।: [572, 939, 961, 964]
a5-body-col2: ਕਰਵਾਏ ਜਾ ਰਹੇ 15ਵੇਂ ਰਾਜ ਪੱਧਰੀ ਰਾਜ ਪੁਰਸਕਾਰ ਸਮਾਗਮ-2025 ਮੌਕੇ ਸੰਸਥਾ ਵੱਲੋਂ ਉੱਘੀ ਸਾਹਿਤਕਾਰ ਤੇ ਲੇਖਿਕਾ ਕਮਲਜੀਤ ਕੌਰ ਦੀ ਪੁਸਤਕ 'ਵਿਰਸੇ ਦੇ ਮੋਤੀ' ਅਤੇ 'ਚੁੱਪ ਸ਼ਬਦਾਂ ਦੀ ਗੂੰਜ' ਨਾਮਕ ਲੋਕ ਅਰਪਣ ਕੀਤੀ ਜਾਵੇਗੀ। ਇਹ ਸਮਾਗਮ 10 ਸਤੰਬਰ ਨੂੰ ਹੋਵੇਗਾ।: [210, 598, 393, 676]
prize-box-2nd: 2nd: [23, 1339, 93, 1352]
